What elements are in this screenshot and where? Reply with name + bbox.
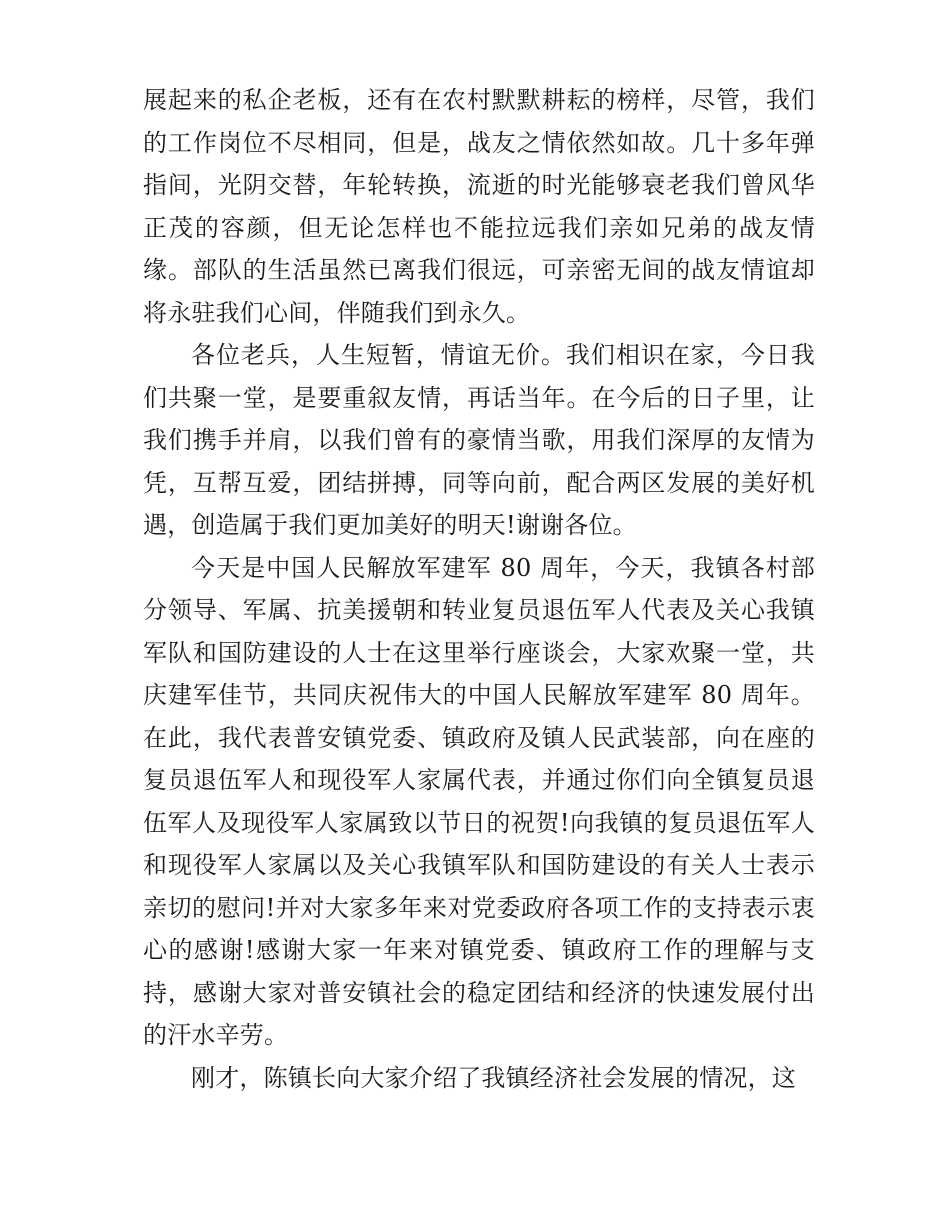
document-body <box>143 79 815 1099</box>
paragraph-1: 展起来的私企老板，还有在农村默默耕耘的榜样，尽管，我们的工作岗位不尽相同，但是，战友之情依然如故。几十多年弹指间，光阴交替，年轮转换，流逝的时光能够衰老我们曾风华正茂的容颜，但无论怎样也不能拉远我们亲如兄弟的战友情缘。部队的生活虽然已离我们很远，可亲密无间的战友情谊却将永驻我们心间，伴随我们到永久。 <box>143 86 815 327</box>
paragraph-3: 今天是中国人民解放军建军 80 周年，今天，我镇各村部分领导、军属、抗美援朝和转业复员退伍军人代表及关心我镇军队和国防建设的人士在这里举行座谈会，大家欢聚一堂，共庆建军佳节，共同庆祝伟大的中国人民解放军建军 80 周年。在此，我代表普安镇党委、镇政府及镇人民武装部，向在座的复员退伍军人和现役军人家属代表，并通过你们向全镇复员退伍军人及现役军人家属致以节日的祝贺!向我镇的复员退伍军人和现役军人家属以及关心我镇军队和国防建设的有关人士表示亲切的慰问!并对大家多年来对党委政府各项工作的支持表示衷心的感谢!感谢大家一年来对镇党委、镇政府工作的理解与支持，感谢大家对普安镇社会的稳定团结和经济的快速发展付出的汗水辛劳。 <box>143 553 815 1049</box>
paragraph-4: 刚才，陈镇长向大家介绍了我镇经济社会发展的情况，这 <box>191 1063 796 1092</box>
paragraph-2: 各位老兵，人生短暂，情谊无价。我们相识在家，今日我们共聚一堂，是要重叙友情，再话当年。在今后的日子里，让我们携手并肩，以我们曾有的豪情当歌，用我们深厚的友情为凭，互帮互爱，团结拼搏，同等向前，配合两区发展的美好机遇，创造属于我们更加美好的明天!谢谢各位。 <box>143 341 815 539</box>
